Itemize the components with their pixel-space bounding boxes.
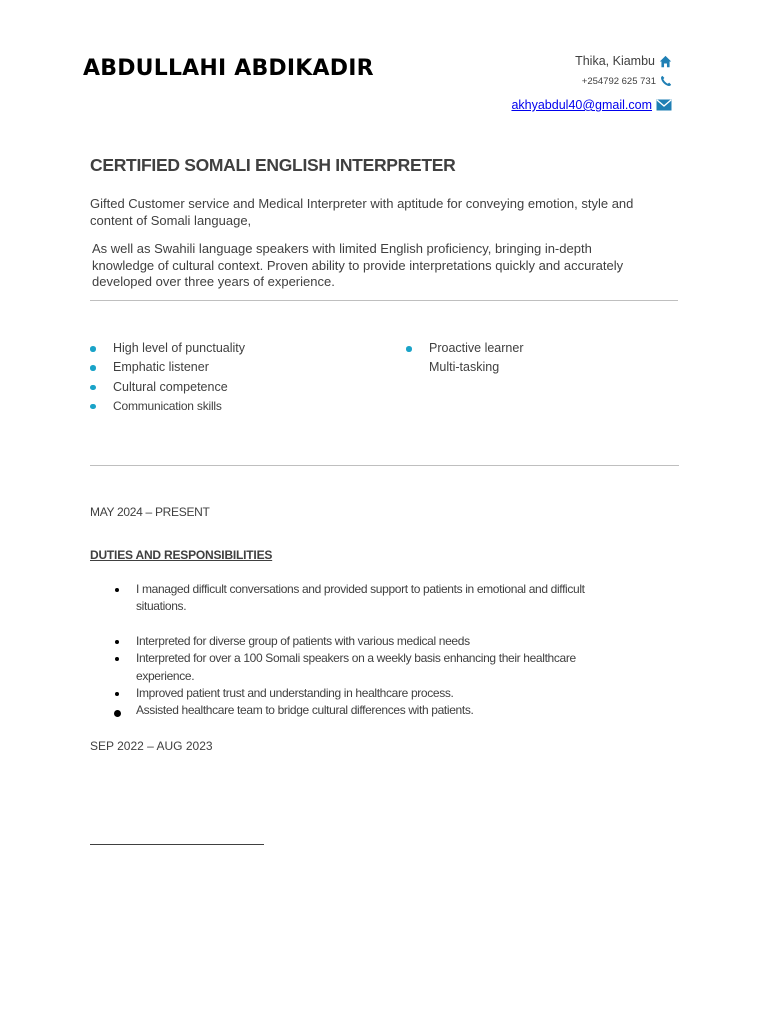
skill-item: Proactive learner	[406, 339, 524, 358]
job-dates: SEP 2022 – AUG 2023	[90, 739, 213, 753]
job-dates: MAY 2024 – PRESENT	[90, 505, 210, 519]
section-divider	[90, 465, 679, 466]
profile-title: CERTIFIED SOMALI ENGLISH INTERPRETER	[90, 155, 456, 175]
contact-location	[575, 54, 672, 68]
email-text[interactable]: akhyabdul40@gmail.com	[511, 98, 652, 112]
duty-item: Interpreted for diverse group of patients with various medical needs	[112, 633, 602, 650]
contact-phone	[582, 75, 672, 87]
profile-summary-1: Gifted Customer service and Medical Interpreter with aptitude for conveying emotion, style and content of Somali language,	[90, 196, 634, 228]
duties-heading: DUTIES AND RESPONSIBILITIES	[90, 548, 273, 562]
duty-item: Improved patient trust and understanding in healthcare process.	[112, 685, 602, 702]
skill-item: Communication skills	[90, 397, 245, 416]
email-link[interactable]	[511, 98, 672, 112]
profile-summary-2: As well as Swahili language speakers with limited English proficiency, bringing in-depth knowledge of cultural context. Proven ability to provide interpretations quickly and accurately developed over three years of experience.	[92, 241, 624, 289]
home-icon	[659, 55, 672, 68]
duties-list	[112, 581, 602, 720]
skill-item: Multi-tasking	[429, 360, 500, 375]
phone-icon	[660, 75, 672, 87]
section-divider	[90, 844, 264, 845]
location-text: Thika, Kiambu	[575, 54, 655, 68]
candidate-name: ABDULLAHI ABDIKADIR	[83, 56, 374, 81]
skills-list-left	[90, 339, 245, 416]
skill-item: Cultural competence	[90, 378, 245, 397]
section-divider	[90, 300, 678, 301]
envelope-icon	[656, 99, 672, 111]
skill-item: Emphatic listener	[90, 358, 245, 377]
duty-item: Assisted healthcare team to bridge cultural differences with patients.	[112, 702, 602, 719]
duty-item: I managed difficult conversations and provided support to patients in emotional and difficult situations.	[112, 581, 602, 616]
skills-list-right	[406, 339, 524, 378]
skill-item: High level of punctuality	[90, 339, 245, 358]
phone-text: +254792 625 731	[581, 75, 656, 87]
duty-item: Interpreted for over a 100 Somali speakers on a weekly basis enhancing their healthcare experience.	[112, 650, 602, 685]
